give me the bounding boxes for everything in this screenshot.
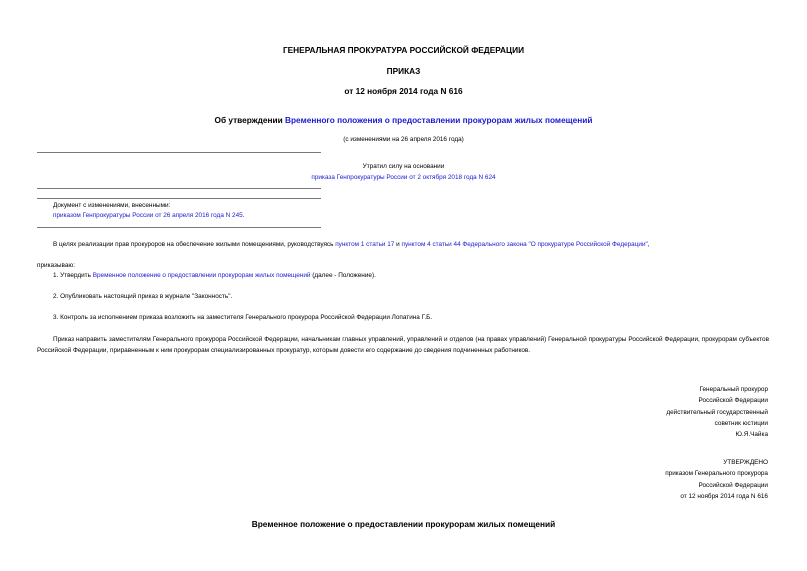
divider (37, 188, 321, 189)
divider (37, 198, 321, 199)
item-text: (далее - Положение). (310, 272, 376, 279)
item-1-link[interactable]: Временное положение о предоставлении прокурорам жилых помещений (92, 272, 311, 279)
title-prefix: Об утверждении (214, 115, 285, 125)
document-title (0, 115, 807, 125)
signature-line: Российской Федерации (698, 397, 768, 405)
preamble (53, 241, 650, 248)
approval-line: УТВЕРЖДЕНО (723, 459, 768, 466)
approval-line: от 12 ноября 2014 года N 616 (680, 492, 768, 500)
changes-label: Документ с изменениями, внесенными: (53, 202, 171, 209)
document-type: ПРИКАЗ (386, 66, 421, 76)
divider (37, 227, 321, 228)
amendments-note: (с изменениями на 26 апреля 2016 года) (343, 136, 464, 143)
void-notice-link[interactable]: приказа Генпрокуратуры России от 2 октября 2018 года N 624 (311, 174, 496, 181)
distribution-paragraph: Приказ направить заместителям Генерального прокурора Российской Федерации, начальникам главных управлений, управлений и отделов (на правах управлений) Генеральной прокуратуры Российской Федерации, прокурорам субъектов Российской Федерации, приравненным к ним прокурорам специализированных прокуратур, которым довести его содержание до сведения подчиненных работников. (37, 336, 769, 354)
approval-line: Российской Федерации (698, 481, 768, 489)
changes-line (53, 212, 244, 219)
changes-suffix: . (242, 212, 245, 219)
agency-name: ГЕНЕРАЛЬНАЯ ПРОКУРАТУРА РОССИЙСКОЙ ФЕДЕРАЦИИ (282, 45, 525, 55)
void-notice-text: Утратил силу на основании (362, 163, 445, 170)
divider (37, 152, 321, 153)
preamble-text: , (647, 241, 650, 248)
preamble-link-article-44[interactable]: пунктом 4 статьи 44 Федерального закона "О прокуратуре Российской Федерации" (401, 241, 648, 248)
preamble-text: и (394, 241, 402, 248)
preamble-link-article-17[interactable]: пунктом 1 статьи 17 (335, 241, 395, 248)
signature-name: Ю.Я.Чайка (735, 431, 768, 439)
title-link[interactable]: Временного положения о предоставлении прокурорам жилых помещений (285, 115, 593, 125)
appendix-title: Временное положение о предоставлении прокурорам жилых помещений (251, 519, 556, 529)
order-item-3: 3. Контроль за исполнением приказа возложить на заместителя Генерального прокурора Российской Федерации Лопатина Г.Б. (53, 314, 433, 321)
signature-line: Генеральный прокурор (699, 386, 768, 393)
approval-line: приказом Генерального прокурора (665, 470, 768, 478)
order-item-2: 2. Опубликовать настоящий приказ в журнале "Законность". (53, 293, 233, 300)
preamble-text: В целях реализации прав прокуроров на обеспечение жилыми помещениями, руководствуясь (53, 241, 336, 248)
signature-line: действительный государственный (666, 408, 768, 416)
changes-link[interactable]: приказом Генпрокуратуры России от 26 апреля 2016 года N 245 (53, 212, 243, 219)
order-item-1 (53, 272, 376, 279)
approval-block (665, 457, 768, 502)
signature-line: советник юстиции (714, 419, 768, 427)
item-text: 1. Утвердить (53, 272, 93, 279)
signature-block (666, 384, 768, 440)
order-word: приказываю: (37, 262, 75, 269)
document-date-number: от 12 ноября 2014 года N 616 (344, 86, 463, 96)
